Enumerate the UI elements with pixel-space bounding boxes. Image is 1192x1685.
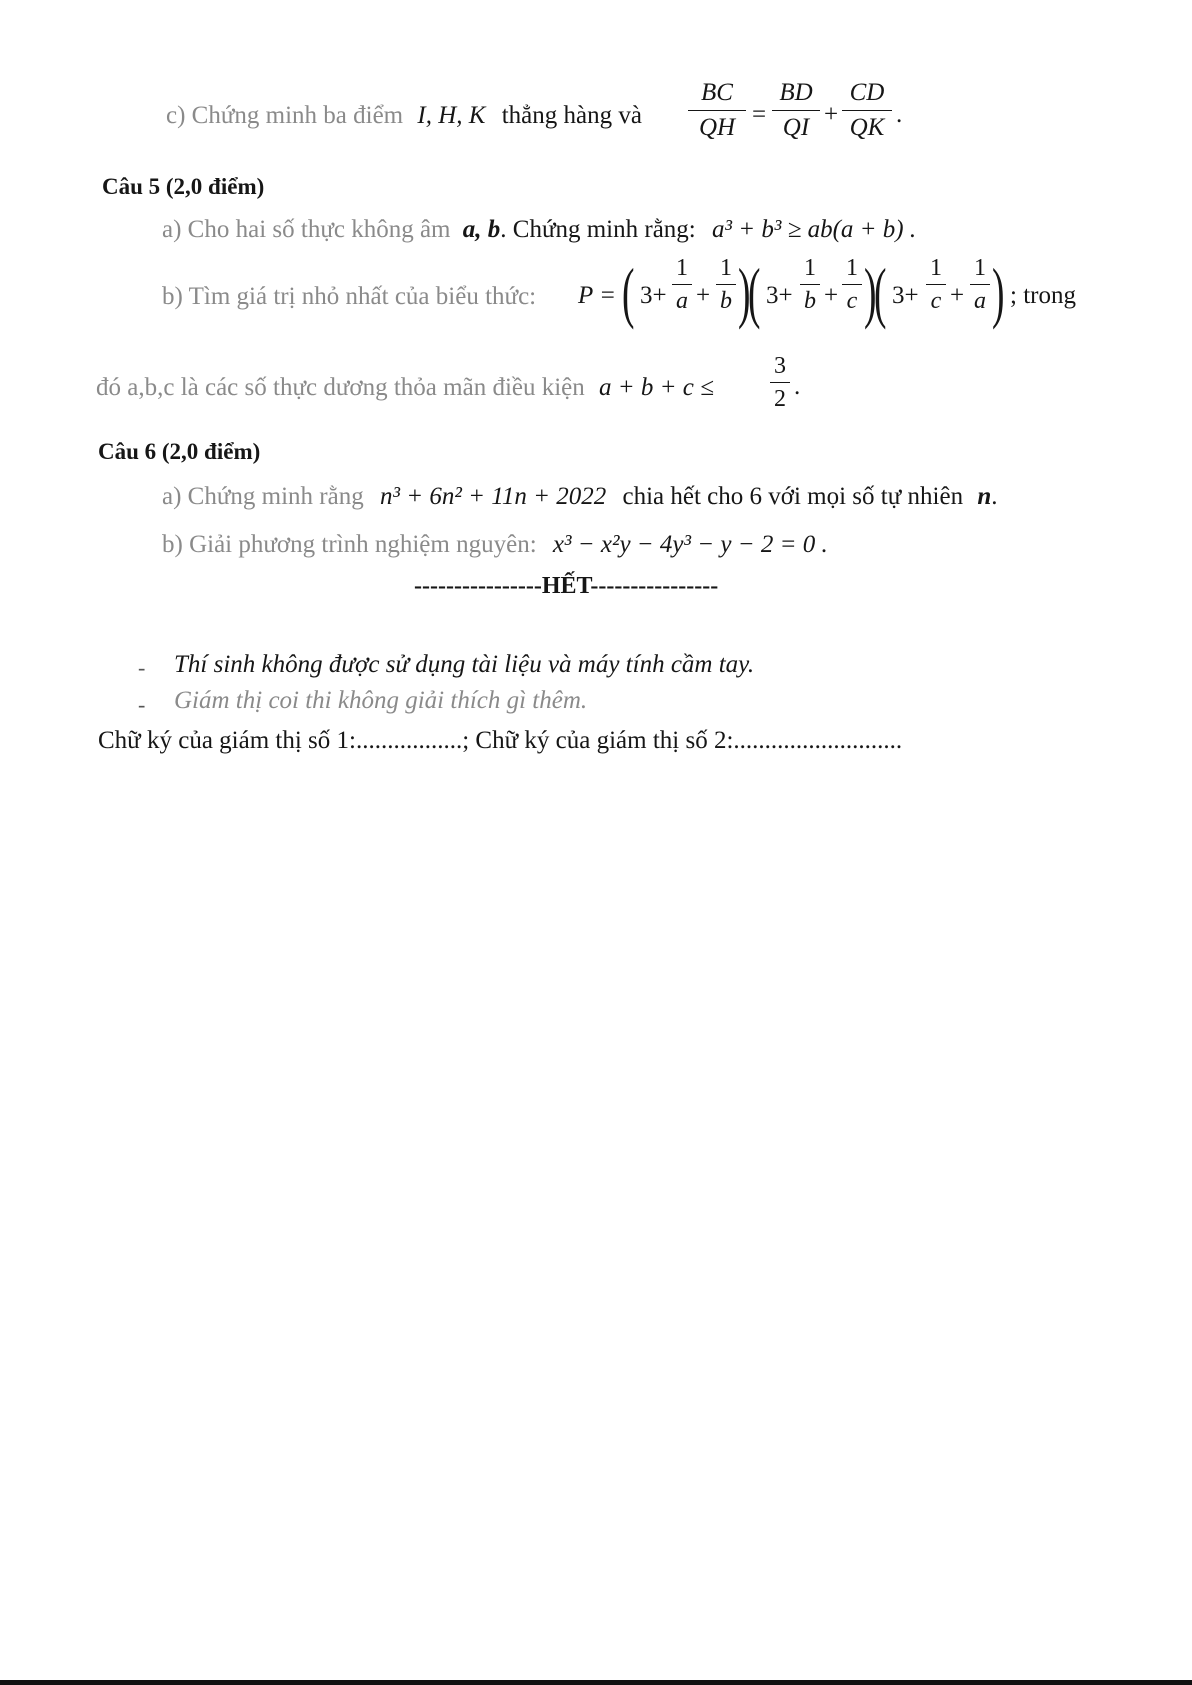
q5-condition-end: . bbox=[794, 373, 801, 400]
q6a-var: n bbox=[977, 483, 992, 510]
note-2: Giám thị coi thi không giải thích gì thêm. bbox=[174, 687, 588, 714]
q5-condition-fraction bbox=[770, 352, 790, 413]
fraction-denominator: QH bbox=[698, 114, 736, 141]
left-paren-icon: ( bbox=[622, 254, 635, 330]
right-paren-icon: ) bbox=[992, 254, 1005, 330]
q6b-expr: x³ − x²y − 4y³ − y − 2 = 0 . bbox=[552, 531, 828, 558]
fraction-denominator: QI bbox=[782, 114, 810, 141]
q6a-prefix: a) Chứng minh rằng bbox=[162, 483, 364, 510]
q5b-plus-2: + bbox=[824, 282, 839, 309]
fraction-denominator: b bbox=[720, 288, 732, 314]
q5b-frac-1-c bbox=[842, 254, 862, 315]
fraction-denominator: 2 bbox=[774, 386, 786, 412]
q5b-frac-1-a2 bbox=[970, 254, 990, 315]
fraction-numerator: 1 bbox=[930, 255, 942, 281]
fraction-numerator: 3 bbox=[774, 353, 786, 379]
fraction-denominator: b bbox=[804, 288, 816, 314]
q5b-plus-3: + bbox=[950, 282, 965, 309]
q5a-line bbox=[162, 215, 916, 245]
q6a-end: . bbox=[991, 483, 998, 510]
fraction-denominator: c bbox=[846, 288, 858, 314]
q5b-frac-1-b2 bbox=[800, 254, 820, 315]
q4c-prefix: c) Chứng minh ba điểm bbox=[166, 102, 404, 129]
q5b-frac-1-c2 bbox=[926, 254, 946, 315]
fraction-denominator: a bbox=[974, 288, 986, 314]
signature-line: Chữ ký của giám thị số 1:.................; Chữ ký của giám thị số 2:........................... bbox=[98, 727, 903, 754]
q4c-fraction-cd-qk bbox=[842, 78, 892, 143]
q5-condition-line bbox=[96, 373, 714, 403]
end-marker: ----------------HẾT---------------- bbox=[414, 573, 719, 599]
q4c-fraction-bc-qh bbox=[688, 78, 746, 143]
fraction-numerator: 1 bbox=[720, 255, 732, 281]
q5a-mid: . Chứng minh rằng: bbox=[500, 216, 696, 243]
right-paren-icon: ) bbox=[738, 254, 751, 330]
q5b-frac-1-a bbox=[672, 254, 692, 315]
fraction-numerator: 1 bbox=[804, 255, 816, 281]
fraction-numerator: 1 bbox=[974, 255, 986, 281]
q5-heading: Câu 5 (2,0 điểm) bbox=[102, 174, 265, 199]
q5b-three-3: 3+ bbox=[892, 282, 919, 309]
fraction-numerator: BC bbox=[701, 79, 733, 106]
q5b-plus-1: + bbox=[696, 282, 711, 309]
q4c-points: I, H, K bbox=[417, 102, 486, 129]
q6a-line bbox=[162, 482, 997, 512]
fraction-numerator: CD bbox=[849, 79, 885, 106]
q4c-equals: = bbox=[752, 101, 767, 128]
q6-heading: Câu 6 (2,0 điểm) bbox=[98, 439, 261, 464]
q5-condition-prefix: đó a,b,c là các số thực dương thỏa mãn điều kiện bbox=[96, 374, 585, 401]
q4c-plus: + bbox=[824, 101, 839, 128]
fraction-numerator: 1 bbox=[846, 255, 858, 281]
q6b-line bbox=[162, 530, 828, 560]
q5b-frac-1-b bbox=[716, 254, 736, 315]
q4c-end: . bbox=[896, 101, 903, 128]
q4c-mid: thẳng hàng và bbox=[501, 102, 642, 129]
q5b-three-1: 3+ bbox=[640, 282, 667, 309]
fraction-numerator: 1 bbox=[676, 255, 688, 281]
q6a-mid: chia hết cho 6 với mọi số tự nhiên bbox=[622, 483, 964, 510]
q5b-three-2: 3+ bbox=[766, 282, 793, 309]
scan-bottom-edge bbox=[0, 1680, 1192, 1685]
q5a-expr: a³ + b³ ≥ ab(a + b) . bbox=[712, 216, 917, 243]
note-bullet: - bbox=[138, 655, 146, 680]
q5b-end: ; trong bbox=[1010, 282, 1076, 309]
right-paren-icon: ) bbox=[864, 254, 877, 330]
left-paren-icon: ( bbox=[748, 254, 761, 330]
q5b-prefix: b) Tìm giá trị nhỏ nhất của biểu thức: bbox=[162, 283, 537, 310]
note-1: Thí sinh không được sử dụng tài liệu và máy tính cầm tay. bbox=[174, 651, 755, 678]
q5b-p-equals: P = bbox=[578, 282, 616, 309]
fraction-denominator: c bbox=[930, 288, 942, 314]
fraction-numerator: BD bbox=[779, 79, 813, 106]
q5-condition-expr: a + b + c ≤ bbox=[599, 374, 714, 401]
q4c-line bbox=[166, 101, 642, 131]
left-paren-icon: ( bbox=[874, 254, 887, 330]
q5b-line bbox=[162, 282, 536, 312]
q5a-prefix: a) Cho hai số thực không âm bbox=[162, 216, 451, 243]
q6b-prefix: b) Giải phương trình nghiệm nguyên: bbox=[162, 531, 537, 558]
q6a-expr: n³ + 6n² + 11n + 2022 bbox=[379, 483, 607, 510]
q4c-fraction-bd-qi bbox=[772, 78, 820, 143]
fraction-denominator: QK bbox=[849, 114, 885, 141]
fraction-denominator: a bbox=[676, 288, 688, 314]
note-bullet: - bbox=[138, 692, 146, 717]
q5a-vars: a, b bbox=[462, 216, 501, 243]
